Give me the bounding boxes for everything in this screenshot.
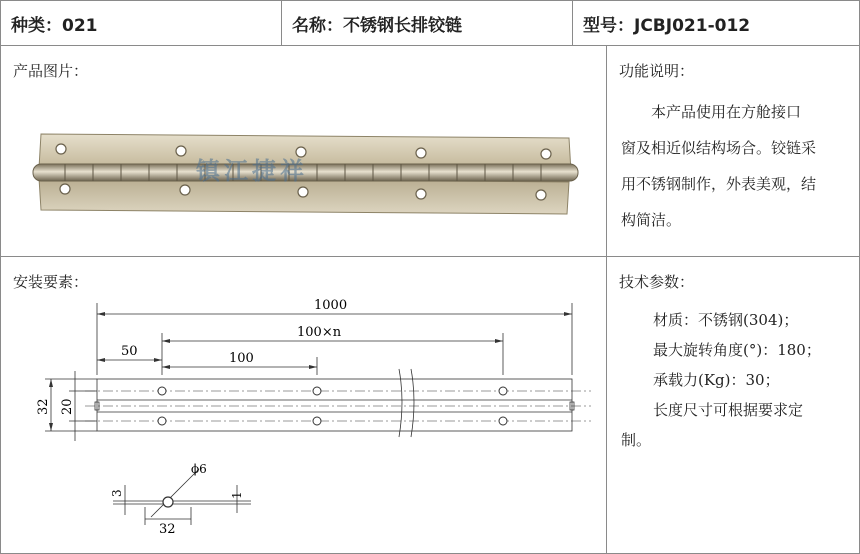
- photo-cell: [0, 45, 607, 257]
- dim-hole-row: 20: [60, 398, 75, 415]
- install-drawing: [1, 257, 606, 553]
- tech-label: 技术参数：: [619, 273, 695, 291]
- product-name-text: 名称：不锈钢长排铰链: [292, 15, 462, 36]
- category-cell: [0, 0, 282, 46]
- param-material: 材质：不锈钢(304)；: [653, 311, 799, 329]
- function-description: [621, 94, 843, 238]
- install-label: 安装要素：: [13, 273, 89, 291]
- hinge-photo: [1, 46, 606, 256]
- param-length-cont: 制。: [621, 431, 652, 449]
- param-length: 长度尺寸可根据要求定: [653, 401, 804, 419]
- param-rotation: 最大旋转角度(°)：180；: [653, 341, 821, 359]
- dim-pitch: 100×n: [297, 325, 342, 340]
- dim-thick: 3: [110, 489, 124, 497]
- function-line-4: 构简洁。: [621, 211, 682, 229]
- tech-params: [621, 305, 851, 455]
- photo-label: 产品图片：: [13, 62, 89, 80]
- function-label: 功能说明：: [619, 62, 695, 80]
- model-cell: [572, 0, 860, 46]
- function-line-2: 窗及相近似结构场合。铰链采: [621, 139, 817, 157]
- dim-hole-dia: ϕ6: [191, 462, 207, 476]
- dim-width: 32: [36, 398, 51, 415]
- function-line-1: 本产品使用在方舱接口: [651, 103, 802, 121]
- model-text: 型号：JCBJ021-012: [583, 15, 751, 36]
- function-cell: [606, 45, 860, 257]
- install-cell: [0, 256, 607, 554]
- tech-cell: [606, 256, 860, 554]
- name-cell: [281, 0, 573, 46]
- dim-leaf: 1: [230, 491, 244, 499]
- dim-edge: 50: [121, 344, 138, 359]
- param-load: 承载力(Kg)：30；: [653, 371, 780, 389]
- category-text: 种类：021: [11, 15, 98, 36]
- dim-base: 32: [159, 522, 176, 537]
- dim-total: 1000: [314, 298, 348, 313]
- dim-spacing: 100: [229, 351, 254, 366]
- function-line-3: 用不锈钢制作，外表美观，结: [621, 175, 817, 193]
- watermark-text: 镇江捷祥: [196, 157, 308, 185]
